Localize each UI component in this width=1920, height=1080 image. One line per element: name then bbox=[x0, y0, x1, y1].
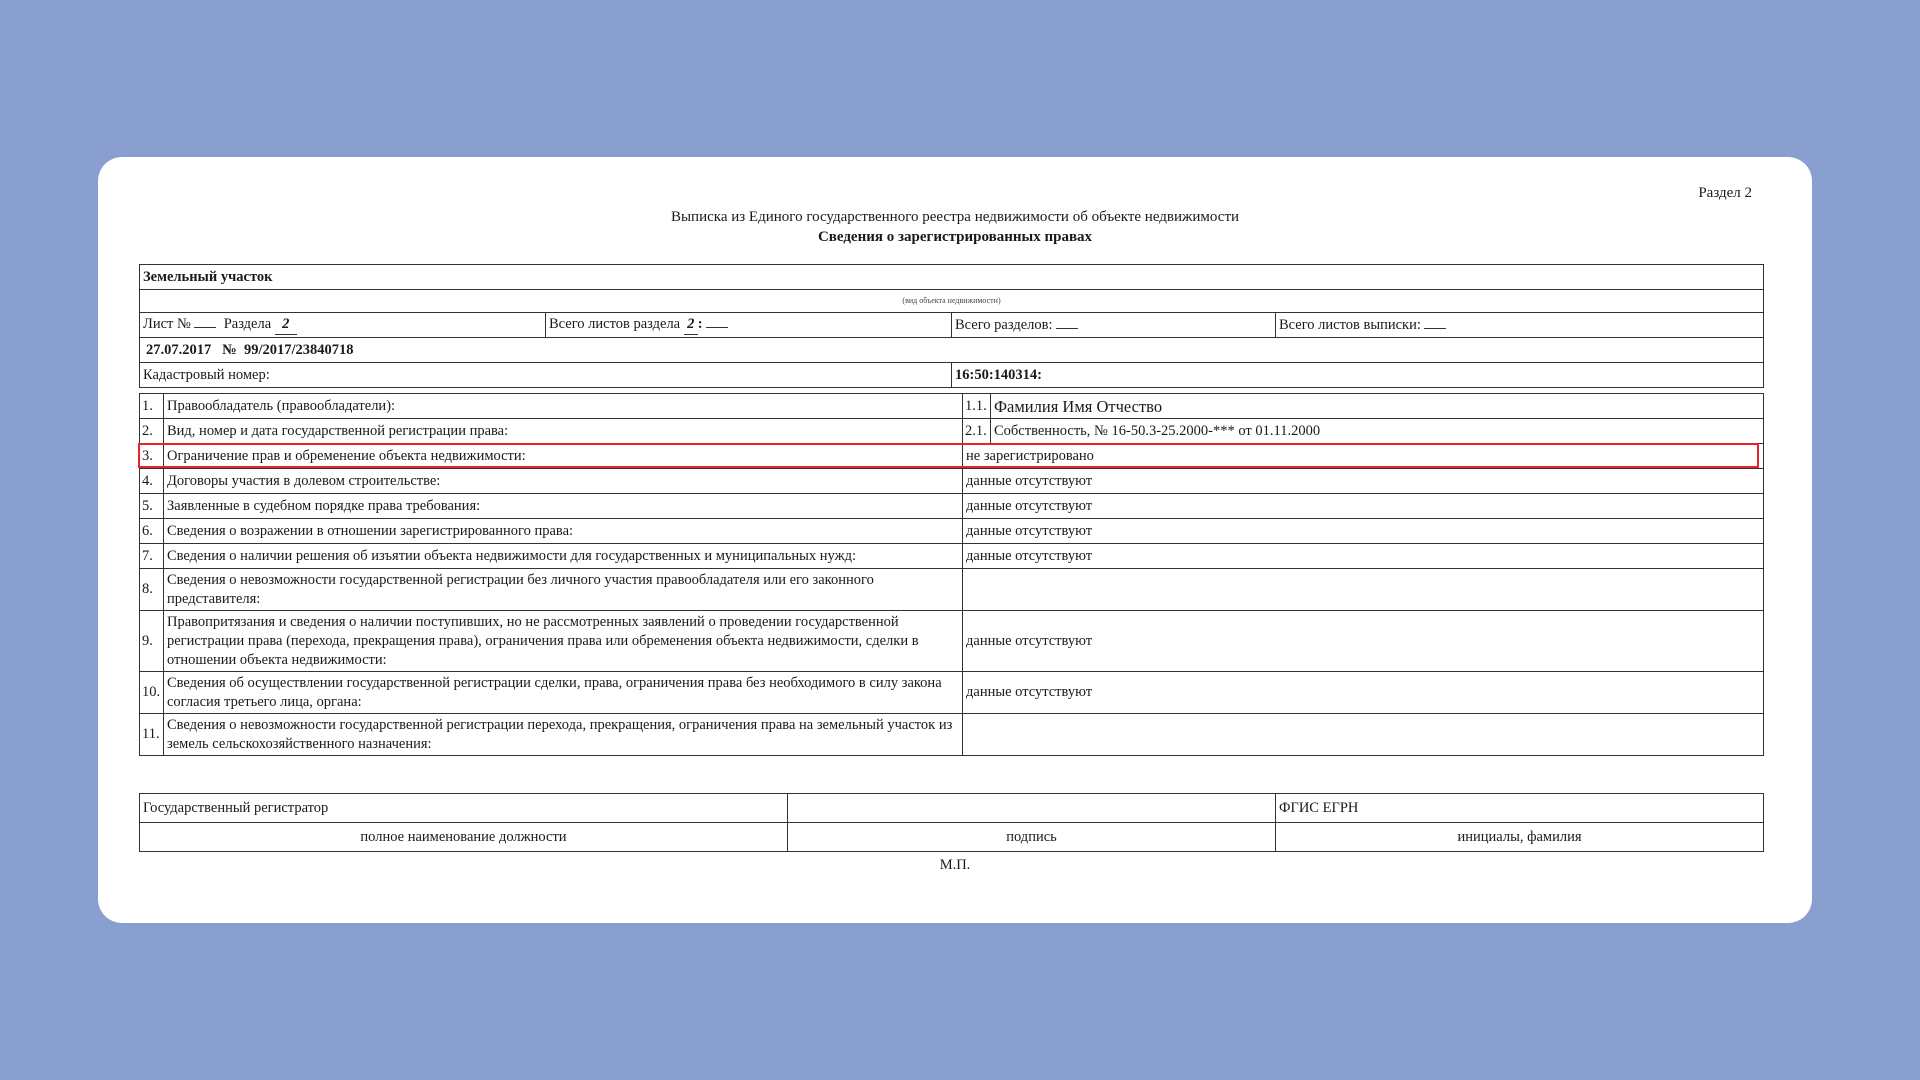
date-number-row bbox=[140, 338, 1764, 363]
object-type-caption: (вид объекта недвижимости) bbox=[140, 290, 1764, 313]
row-number: 7. bbox=[140, 544, 164, 569]
sheet-info-row bbox=[140, 313, 1764, 338]
row-number: 9. bbox=[140, 611, 164, 672]
row-number: 11. bbox=[140, 714, 164, 756]
sheet-no-label: Лист № bbox=[143, 316, 191, 332]
total-sections-cell bbox=[952, 313, 1276, 338]
row-number: 6. bbox=[140, 519, 164, 544]
rights-table bbox=[139, 393, 1764, 756]
cadastral-value: 16:50:140314: bbox=[952, 363, 1764, 388]
rights-row bbox=[140, 569, 1764, 611]
caption-signature: подпись bbox=[788, 823, 1276, 852]
rights-row bbox=[140, 544, 1764, 569]
object-type-caption-row bbox=[140, 290, 1764, 313]
row-number: 4. bbox=[140, 469, 164, 494]
total-sheets-section-label: Всего листов раздела bbox=[549, 316, 681, 332]
total-sheets-section-value: 2 bbox=[684, 315, 698, 335]
row-number: 1. bbox=[140, 394, 164, 419]
section-label: Раздел 2 bbox=[1698, 185, 1752, 201]
extract-date: 27.07.2017 bbox=[146, 341, 212, 358]
row-label: Правообладатель (правообладатели): bbox=[164, 394, 963, 419]
section-no-label: Раздела bbox=[223, 316, 272, 332]
row-label: Ограничение прав и обременение объекта недвижимости: bbox=[164, 444, 963, 469]
row-value: Фамилия Имя Отчество bbox=[991, 394, 1764, 419]
row-label: Правопритязания и сведения о наличии поступивших, но не рассмотренных заявлений о проведении государственной регистрации права (перехода, прекращения права), ограничения права или обременения объекта недвижимости, сделки в отношении объекта недвижимости: bbox=[164, 611, 963, 672]
header-table bbox=[139, 264, 1764, 388]
object-type: Земельный участок bbox=[140, 265, 1764, 290]
row-label: Сведения о невозможности государственной регистрации без личного участия правообладателя или его законного представителя: bbox=[164, 569, 963, 611]
row-number: 3. bbox=[140, 444, 164, 469]
extract-number-label: № bbox=[222, 341, 237, 358]
row-value: данные отсутствуют bbox=[963, 519, 1764, 544]
rights-row bbox=[140, 519, 1764, 544]
total-sheets-section-cell bbox=[546, 313, 952, 338]
rights-row bbox=[140, 611, 1764, 672]
seal-mark: М.П. bbox=[939, 857, 971, 873]
row-label: Вид, номер и дата государственной регистрации права: bbox=[164, 419, 963, 444]
row-label: Сведения о наличии решения об изъятии объекта недвижимости для государственных и муниципальных нужд: bbox=[164, 544, 963, 569]
date-number-cell bbox=[140, 338, 1764, 363]
signature-caption-row bbox=[140, 823, 1764, 852]
row-label: Сведения об осуществлении государственной регистрации сделки, права, ограничения права без необходимого в силу закона согласия третьего лица, органа: bbox=[164, 672, 963, 714]
registrar-position: Государственный регистратор bbox=[140, 794, 788, 823]
row-value: данные отсутствуют bbox=[963, 611, 1764, 672]
rights-row bbox=[140, 469, 1764, 494]
row-label: Договоры участия в долевом строительстве: bbox=[164, 469, 963, 494]
caption-position: полное наименование должности bbox=[140, 823, 788, 852]
row-label: Сведения о возражении в отношении зарегистрированного права: bbox=[164, 519, 963, 544]
document-title: Выписка из Единого государственного реестра недвижимости об объекте недвижимости bbox=[670, 209, 1240, 225]
rights-row bbox=[140, 672, 1764, 714]
registrar-signature bbox=[788, 794, 1276, 823]
total-sheets-label: Всего листов выписки: bbox=[1279, 316, 1421, 333]
row-value: данные отсутствуют bbox=[963, 494, 1764, 519]
caption-name: инициалы, фамилия bbox=[1276, 823, 1764, 852]
signature-row bbox=[140, 794, 1764, 823]
total-sections-value bbox=[1056, 328, 1078, 329]
rights-row bbox=[140, 394, 1764, 419]
total-sheets-value bbox=[1424, 328, 1446, 329]
row-value: не зарегистрировано bbox=[963, 444, 1764, 469]
rights-row bbox=[140, 714, 1764, 756]
object-type-row bbox=[140, 265, 1764, 290]
row-value: Собственность, № 16-50.3-25.2000-*** от 01.11.2000 bbox=[991, 419, 1764, 444]
row-value: данные отсутствуют bbox=[963, 469, 1764, 494]
document-title-block bbox=[98, 207, 1812, 247]
sheet-no-value bbox=[194, 327, 216, 328]
row-label: Сведения о невозможности государственной регистрации перехода, прекращения, ограничения права на земельный участок из земель сельскохозяйственного назначения: bbox=[164, 714, 963, 756]
row-value bbox=[963, 569, 1764, 611]
registrar-name: ФГИС ЕГРН bbox=[1276, 794, 1764, 823]
row-number: 10. bbox=[140, 672, 164, 714]
cadastral-row bbox=[140, 363, 1764, 388]
row-number: 5. bbox=[140, 494, 164, 519]
rights-row bbox=[140, 494, 1764, 519]
row-number: 2. bbox=[140, 419, 164, 444]
sheet-number-cell bbox=[140, 313, 546, 338]
row-number: 8. bbox=[140, 569, 164, 611]
row-value bbox=[963, 714, 1764, 756]
total-sheets-section-suffix: : bbox=[697, 316, 703, 332]
total-sheets-section-blank bbox=[706, 327, 728, 328]
row-value: данные отсутствуют bbox=[963, 544, 1764, 569]
total-sheets-cell bbox=[1276, 313, 1764, 338]
cadastral-label: Кадастровый номер: bbox=[140, 363, 952, 388]
total-sections-label: Всего разделов: bbox=[955, 316, 1053, 333]
row-sub-number: 1.1. bbox=[963, 394, 991, 419]
document-card bbox=[98, 157, 1812, 923]
signature-table bbox=[139, 793, 1764, 852]
rights-row bbox=[140, 444, 1764, 469]
document-subtitle: Сведения о зарегистрированных правах bbox=[817, 229, 1093, 245]
rights-row bbox=[140, 419, 1764, 444]
row-sub-number: 2.1. bbox=[963, 419, 991, 444]
section-no-value: 2 bbox=[275, 315, 297, 335]
row-label: Заявленные в судебном порядке права требования: bbox=[164, 494, 963, 519]
row-value: данные отсутствуют bbox=[963, 672, 1764, 714]
extract-number: 99/2017/23840718 bbox=[243, 341, 354, 358]
